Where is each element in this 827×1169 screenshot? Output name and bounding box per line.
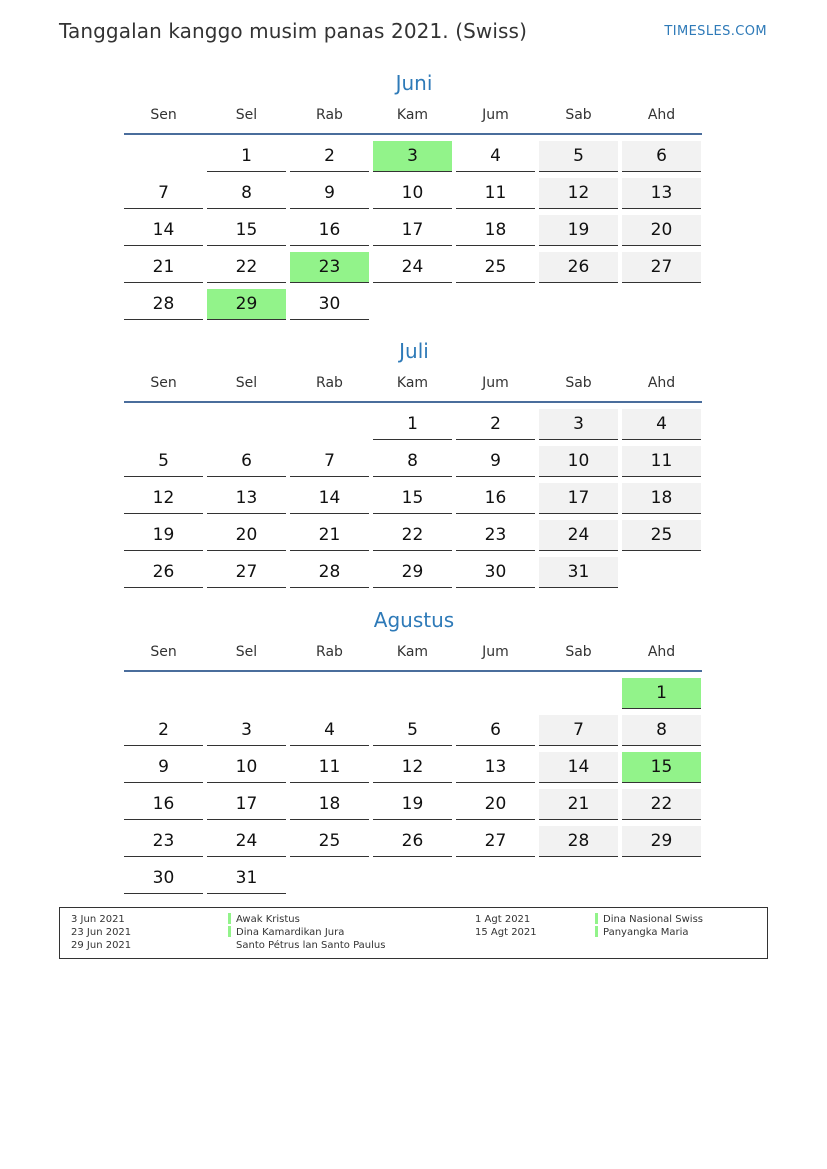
day-cell[interactable]: 27 bbox=[456, 826, 535, 857]
day-cell[interactable]: 6 bbox=[207, 446, 286, 477]
holiday-day-cell[interactable]: 1 bbox=[622, 678, 701, 709]
weekday-label: Ahd bbox=[647, 644, 676, 660]
holiday-marker bbox=[595, 926, 598, 937]
day-cell[interactable]: 12 bbox=[124, 483, 203, 514]
empty-cell bbox=[539, 678, 618, 708]
day-cell[interactable]: 22 bbox=[207, 252, 286, 283]
day-cell[interactable]: 5 bbox=[539, 141, 618, 172]
day-cell[interactable]: 21 bbox=[539, 789, 618, 820]
day-cell[interactable]: 15 bbox=[207, 215, 286, 246]
day-cell[interactable]: 11 bbox=[622, 446, 701, 477]
day-cell[interactable]: 13 bbox=[456, 752, 535, 783]
day-cell[interactable]: 19 bbox=[539, 215, 618, 246]
weekday-label: Ahd bbox=[647, 107, 676, 123]
empty-cell bbox=[207, 678, 286, 708]
day-cell[interactable]: 14 bbox=[539, 752, 618, 783]
empty-cell bbox=[290, 409, 369, 439]
day-cell[interactable]: 21 bbox=[124, 252, 203, 283]
day-cell[interactable]: 26 bbox=[124, 557, 203, 588]
day-cell[interactable]: 27 bbox=[207, 557, 286, 588]
day-cell[interactable]: 8 bbox=[622, 715, 701, 746]
day-cell[interactable]: 10 bbox=[539, 446, 618, 477]
legend-names-left bbox=[228, 913, 385, 952]
day-cell[interactable]: 16 bbox=[290, 215, 369, 246]
day-cell[interactable]: 6 bbox=[456, 715, 535, 746]
day-cell[interactable]: 25 bbox=[622, 520, 701, 551]
holiday-marker bbox=[228, 926, 231, 937]
day-cell[interactable]: 9 bbox=[290, 178, 369, 209]
legend-holiday-name: Dina Nasional Swiss bbox=[603, 914, 703, 925]
weekday-label: Jum bbox=[482, 644, 509, 660]
day-cell[interactable]: 19 bbox=[373, 789, 452, 820]
day-cell[interactable]: 12 bbox=[373, 752, 452, 783]
holiday-legend bbox=[59, 907, 768, 959]
day-cell[interactable]: 25 bbox=[290, 826, 369, 857]
weekday-label: Rab bbox=[316, 107, 343, 123]
month-title: Juni bbox=[395, 71, 433, 95]
day-cell[interactable]: 17 bbox=[539, 483, 618, 514]
weekday-label: Sen bbox=[150, 644, 177, 660]
day-cell[interactable]: 24 bbox=[373, 252, 452, 283]
header-divider bbox=[124, 670, 702, 672]
day-cell[interactable]: 31 bbox=[539, 557, 618, 588]
header-divider bbox=[124, 401, 702, 403]
holiday-day-cell[interactable]: 3 bbox=[373, 141, 452, 172]
holiday-day-cell[interactable]: 15 bbox=[622, 752, 701, 783]
day-cell[interactable]: 19 bbox=[124, 520, 203, 551]
day-cell[interactable]: 30 bbox=[124, 863, 203, 894]
day-cell[interactable]: 30 bbox=[456, 557, 535, 588]
legend-date: 3 Jun 2021 bbox=[71, 914, 125, 925]
month-title: Juli bbox=[399, 339, 429, 363]
day-cell[interactable]: 4 bbox=[290, 715, 369, 746]
day-cell[interactable]: 29 bbox=[622, 826, 701, 857]
day-cell[interactable]: 18 bbox=[622, 483, 701, 514]
day-cell[interactable]: 14 bbox=[290, 483, 369, 514]
weekday-label: Kam bbox=[396, 644, 429, 660]
day-cell[interactable]: 1 bbox=[207, 141, 286, 172]
day-grid bbox=[124, 678, 704, 900]
day-cell[interactable]: 17 bbox=[373, 215, 452, 246]
empty-cell bbox=[124, 678, 203, 708]
weekday-label: Jum bbox=[482, 375, 509, 391]
day-cell[interactable]: 14 bbox=[124, 215, 203, 246]
month-title: Agustus bbox=[373, 608, 455, 632]
day-cell[interactable]: 4 bbox=[456, 141, 535, 172]
month-june bbox=[124, 68, 704, 326]
weekday-label: Rab bbox=[316, 644, 343, 660]
holiday-marker bbox=[228, 913, 231, 924]
day-cell[interactable]: 5 bbox=[124, 446, 203, 477]
day-cell[interactable]: 9 bbox=[124, 752, 203, 783]
day-cell[interactable]: 8 bbox=[207, 178, 286, 209]
day-cell[interactable]: 5 bbox=[373, 715, 452, 746]
weekday-label: Sel bbox=[235, 107, 258, 123]
day-cell[interactable]: 26 bbox=[373, 826, 452, 857]
weekday-label: Sen bbox=[150, 107, 177, 123]
legend-names-right bbox=[595, 913, 703, 939]
day-cell[interactable]: 29 bbox=[373, 557, 452, 588]
page-title: Tanggalan kanggo musim panas 2021. (Swiss) bbox=[59, 19, 527, 43]
weekday-label: Rab bbox=[316, 375, 343, 391]
holiday-marker bbox=[595, 913, 598, 924]
empty-cell bbox=[124, 409, 203, 439]
holiday-day-cell[interactable]: 29 bbox=[207, 289, 286, 320]
day-cell[interactable]: 31 bbox=[207, 863, 286, 894]
day-cell[interactable]: 7 bbox=[290, 446, 369, 477]
legend-dates-right bbox=[475, 913, 537, 939]
empty-cell bbox=[290, 678, 369, 708]
day-cell[interactable]: 8 bbox=[373, 446, 452, 477]
day-cell[interactable]: 13 bbox=[207, 483, 286, 514]
day-cell[interactable]: 6 bbox=[622, 141, 701, 172]
weekday-header bbox=[124, 371, 704, 399]
day-cell[interactable]: 7 bbox=[539, 715, 618, 746]
brand-link[interactable]: TIMESLES.COM bbox=[664, 24, 767, 39]
legend-date: 23 Jun 2021 bbox=[71, 927, 132, 938]
day-cell[interactable]: 4 bbox=[622, 409, 701, 440]
legend-date: 15 Agt 2021 bbox=[475, 927, 537, 938]
day-cell[interactable]: 13 bbox=[622, 178, 701, 209]
day-cell[interactable]: 24 bbox=[207, 826, 286, 857]
day-cell[interactable]: 1 bbox=[373, 409, 452, 440]
weekday-label: Kam bbox=[396, 107, 429, 123]
day-cell[interactable]: 28 bbox=[290, 557, 369, 588]
day-cell[interactable]: 11 bbox=[290, 752, 369, 783]
day-cell[interactable]: 17 bbox=[207, 789, 286, 820]
legend-holiday-name: Dina Kamardikan Jura bbox=[236, 927, 345, 938]
day-cell[interactable]: 10 bbox=[373, 178, 452, 209]
day-cell[interactable]: 23 bbox=[124, 826, 203, 857]
empty-cell bbox=[456, 678, 535, 708]
day-cell[interactable]: 12 bbox=[539, 178, 618, 209]
weekday-label: Sab bbox=[565, 107, 592, 123]
weekday-header bbox=[124, 103, 704, 131]
holiday-day-cell[interactable]: 23 bbox=[290, 252, 369, 283]
day-cell[interactable]: 7 bbox=[124, 178, 203, 209]
day-cell[interactable]: 24 bbox=[539, 520, 618, 551]
day-cell[interactable]: 26 bbox=[539, 252, 618, 283]
day-cell[interactable]: 30 bbox=[290, 289, 369, 320]
empty-cell bbox=[373, 678, 452, 708]
day-cell[interactable]: 16 bbox=[456, 483, 535, 514]
day-cell[interactable]: 15 bbox=[373, 483, 452, 514]
day-cell[interactable]: 9 bbox=[456, 446, 535, 477]
legend-dates-left bbox=[71, 913, 131, 952]
day-cell[interactable]: 23 bbox=[456, 520, 535, 551]
weekday-label: Sab bbox=[565, 375, 592, 391]
day-cell[interactable]: 21 bbox=[290, 520, 369, 551]
day-cell[interactable]: 3 bbox=[207, 715, 286, 746]
day-cell[interactable]: 18 bbox=[456, 215, 535, 246]
day-cell[interactable]: 28 bbox=[539, 826, 618, 857]
weekday-label: Jum bbox=[482, 107, 509, 123]
day-cell[interactable]: 22 bbox=[373, 520, 452, 551]
day-cell[interactable]: 20 bbox=[622, 215, 701, 246]
holiday-marker bbox=[228, 939, 231, 950]
day-grid bbox=[124, 409, 704, 594]
day-grid bbox=[124, 141, 704, 326]
legend-holiday-name: Panyangka Maria bbox=[603, 927, 689, 938]
day-cell[interactable]: 20 bbox=[207, 520, 286, 551]
day-cell[interactable]: 28 bbox=[124, 289, 203, 320]
weekday-label: Sel bbox=[235, 375, 258, 391]
day-cell[interactable]: 11 bbox=[456, 178, 535, 209]
day-cell[interactable]: 22 bbox=[622, 789, 701, 820]
weekday-label: Kam bbox=[396, 375, 429, 391]
day-cell[interactable]: 2 bbox=[456, 409, 535, 440]
weekday-header bbox=[124, 640, 704, 668]
day-cell[interactable]: 18 bbox=[290, 789, 369, 820]
day-cell[interactable]: 25 bbox=[456, 252, 535, 283]
month-august bbox=[124, 605, 704, 900]
empty-cell bbox=[207, 409, 286, 439]
header-divider bbox=[124, 133, 702, 135]
day-cell[interactable]: 16 bbox=[124, 789, 203, 820]
legend-date: 29 Jun 2021 bbox=[71, 940, 132, 951]
weekday-label: Sab bbox=[565, 644, 592, 660]
day-cell[interactable]: 2 bbox=[290, 141, 369, 172]
day-cell[interactable]: 10 bbox=[207, 752, 286, 783]
weekday-label: Ahd bbox=[647, 375, 676, 391]
legend-holiday-name: Awak Kristus bbox=[236, 914, 300, 925]
weekday-label: Sen bbox=[150, 375, 177, 391]
month-july bbox=[124, 336, 704, 594]
legend-holiday-name: Santo Pétrus lan Santo Paulus bbox=[236, 940, 386, 951]
legend-date: 1 Agt 2021 bbox=[475, 914, 531, 925]
day-cell[interactable]: 27 bbox=[622, 252, 701, 283]
weekday-label: Sel bbox=[235, 644, 258, 660]
empty-cell bbox=[124, 141, 203, 171]
day-cell[interactable]: 3 bbox=[539, 409, 618, 440]
day-cell[interactable]: 20 bbox=[456, 789, 535, 820]
day-cell[interactable]: 2 bbox=[124, 715, 203, 746]
